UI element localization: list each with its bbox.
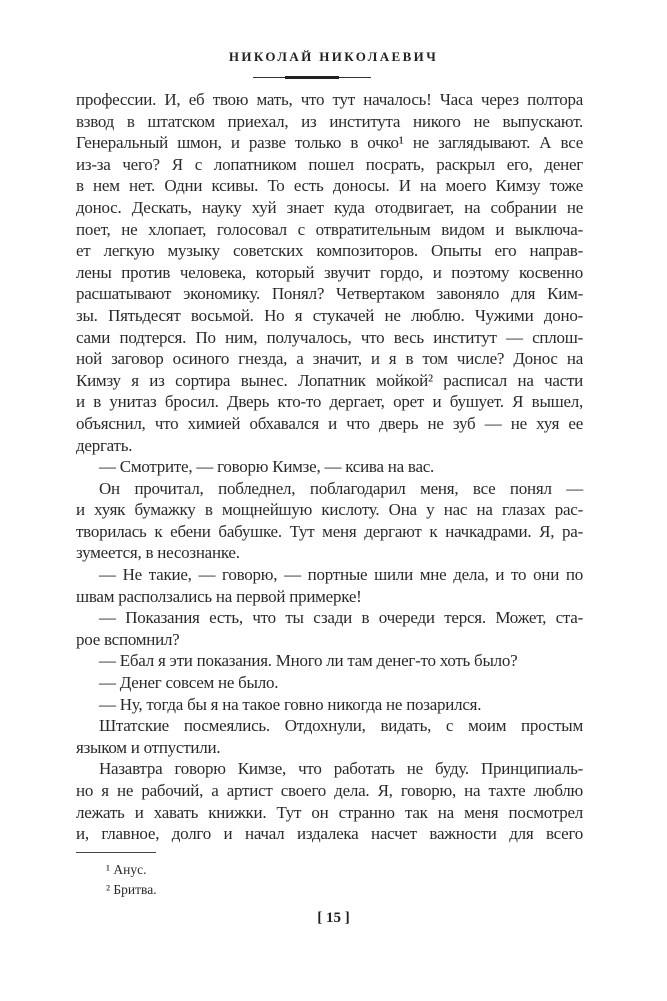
footnote-rule [76, 852, 156, 853]
text-line: ной заговор осиного гнезда, а значит, и я в том числе? Донос на [76, 349, 583, 369]
text-line: ет легкую музыку советских композиторов. Опыты его направ- [76, 241, 583, 261]
text-line: дергать. [76, 435, 133, 455]
page-number: [ 15 ] [317, 910, 350, 926]
text-line: Штатские посмеялись. Отдохнули, видать, с моим простым [99, 716, 583, 736]
footnote-2: ² Бритва. [106, 882, 157, 897]
text-line: языком и отпустили. [76, 737, 221, 757]
text-line: сами подтерся. По ним, получалось, что весь институт — сплош- [76, 327, 583, 347]
text-line: — Показания есть, что ты сзади в очереди терся. Может, ста- [99, 608, 583, 628]
text-line: но я не рабочий, а артист своего дела. Я, говорю, на тахте люблю [76, 781, 583, 800]
text-line: поет, не хлопает, голосовал с отвратительным видом и выключа- [76, 219, 583, 239]
text-line: объяснил, что химией обхавался и что дверь не зуб — не хуя ее [76, 413, 583, 433]
text-line: — Ну, тогда бы я на такое говно никогда не позарился. [99, 694, 482, 714]
text-line: творилась к ебени бабушке. Тут меня дергают к начкадрами. Я, ра- [76, 521, 583, 541]
text-line: — Смотрите, — говорю Кимзе, — ксива на вас. [99, 457, 435, 477]
text-line: швам расползались на первой примерке! [76, 586, 362, 606]
text-line: — Денег совсем не было. [99, 673, 279, 693]
text-line: Генеральный шмон, и разве только в очко¹ не заглядывают. А все [76, 133, 583, 153]
text-line: зы. Пятьдесят восьмой. Но я стукачей не люблю. Чужими доно- [76, 305, 583, 325]
text-line: рое вспомнил? [76, 629, 180, 649]
text-line: и, главное, долго и начал издалека насчет важности для всего [76, 824, 583, 844]
text-line: донос. Дескать, науку хуй знает куда отодвигает, на собрании не [76, 197, 583, 217]
text-line: зумеется, в несознанке. [76, 543, 240, 563]
text-line: лежать и хавать книжки. Тут он странно так на меня посмотрел [76, 802, 583, 822]
running-header: НИКОЛАЙ НИКОЛАЕВИЧ [228, 49, 439, 64]
text-line: Кимзу я из сортира вынес. Лопатник мойкой² расписал на части [76, 370, 583, 390]
text-line: профессии. И, еб твою мать, что тут началось! Часа через полтора [76, 90, 583, 109]
text-line: лены против человека, который звучит гордо, и поэтому косвенно [76, 262, 583, 282]
header-rule-accent [285, 76, 339, 79]
text-line: взвод в штатском приехал, из института никого не выпускают. [76, 111, 583, 131]
text-line: — Ебал я эти показания. Много ли там денег-то хоть было? [99, 651, 518, 671]
text-line: Назавтра говорю Кимзе, что работать не буду. Принципиаль- [99, 759, 583, 779]
text-line: и в унитаз бросил. Дверь кто-то дергает, орет и бушует. Я вышел, [76, 392, 583, 412]
text-line: Он прочитал, побледнел, поблагодарил меня, все понял — [99, 478, 583, 498]
text-line: — Не такие, — говорю, — портные шили мне дела, и то они по [99, 565, 583, 585]
text-line: из-за чего? Я с лопатником пошел посрать, раскрыл его, денег [76, 154, 583, 174]
body-text [76, 89, 583, 845]
text-line: в нем нет. Одни ксивы. То есть доносы. И на моего Кимзу тоже [76, 176, 583, 196]
text-line: и хуяк бумажку в мощнейшую кислоту. Она у нас на глазах рас- [76, 500, 583, 520]
text-line: расшатывают экономику. Понял? Четвертаком завоняло для Ким- [76, 284, 583, 304]
footnote-1: ¹ Анус. [106, 862, 147, 877]
